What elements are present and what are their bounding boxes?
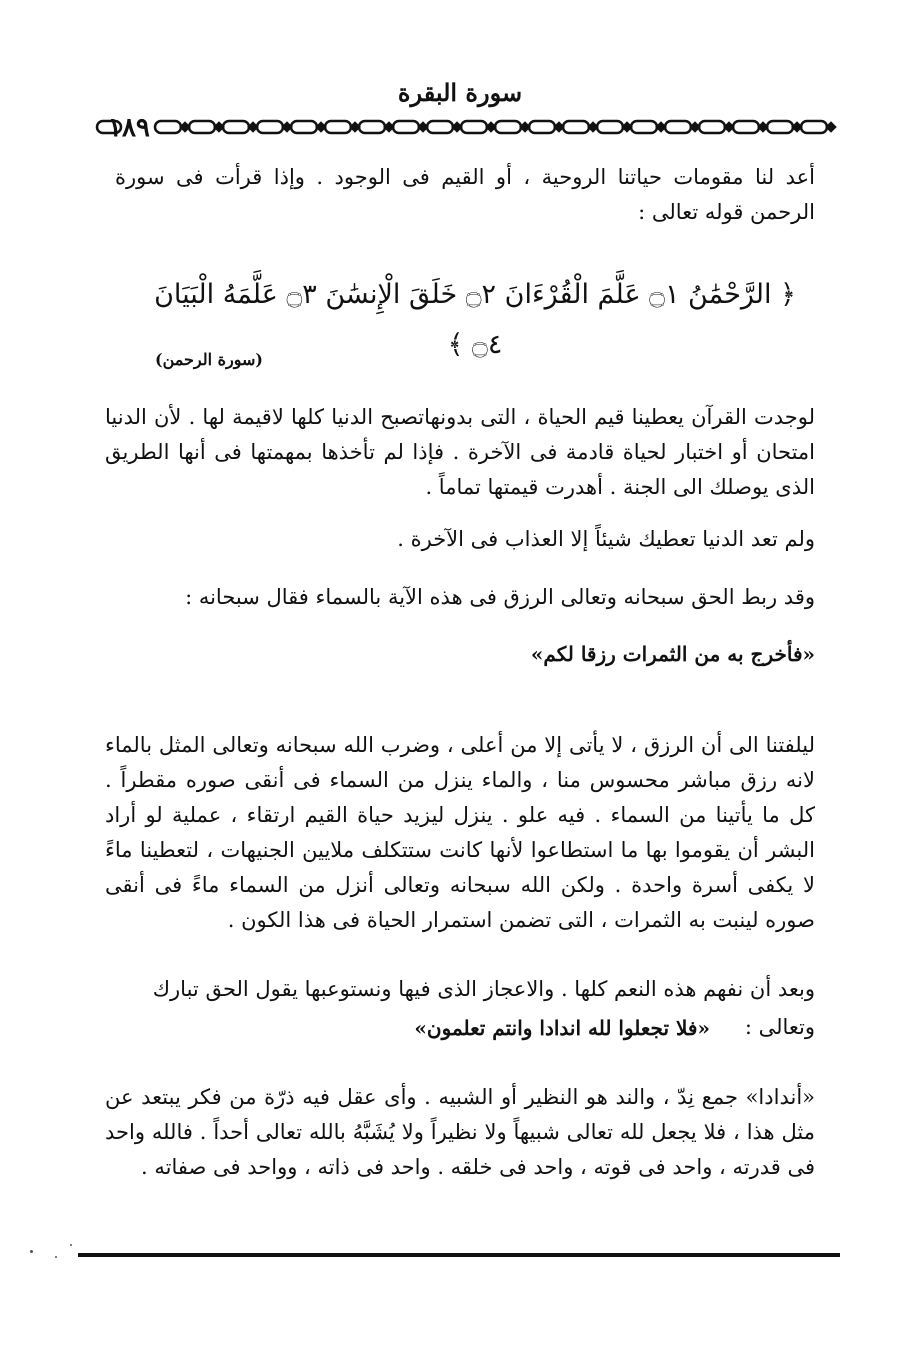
paragraph-blessings: وبعد أن نفهم هذه النعم كلها . والاعجاز الذى فيها ونستوعبها يقول الحق تبارك xyxy=(152,977,815,1001)
paragraph-sustenance: وقد ربط الحق سبحانه وتعالى الرزق فى هذه الآية بالسماء فقال سبحانه : xyxy=(185,585,815,609)
chain-link xyxy=(189,121,215,133)
chain-link xyxy=(563,121,589,133)
scan-speck xyxy=(70,1244,72,1246)
chain-link xyxy=(767,121,793,133)
chain-link xyxy=(155,121,181,133)
quran-verse: ﴿ الرَّحْمَٰنُ ۝١ عَلَّمَ الْقُرْءَانَ ۝٢ خَلَقَ الْإِنسَٰنَ ۝٣ عَلَّمَهُ الْبَيَانَ ۝٤ ﴾ xyxy=(154,279,796,360)
chain-link xyxy=(529,121,555,133)
chain-link xyxy=(631,121,657,133)
paragraph-intro: أعد لنا مقومات حياتنا الروحية ، أو القيم فى الوجود . وإذا قرأت فى سورة الرحمن قوله تعالى : xyxy=(115,165,815,224)
quote-andad: «فلا تجعلوا لله اندادا وانتم تعلمون» xyxy=(414,1016,710,1040)
surah-title: سورة البقرة xyxy=(397,78,523,107)
paragraph-water: ليلفتنا الى أن الرزق ، لا يأتى إلا من أعلى ، وضرب الله سبحانه وتعالى المثل بالماء لانه رزق مباشر محسوس منا ، والماء ينزل من السماء فى أنقى صوره مقطراً . كل ما يأتينا من السماء . فيه علو . ينزل ليزيد حياة القيم ارتقاء ، عملية لو أراد البشر أن يقوموا بها ما استطاعوا لأنها كانت ستتكلف ملايين الجنيهات ، لتعطينا ماءً لا يكفى أسرة واحدة . ولكن الله سبحانه وتعالى أنزل من السماء ماءً فى أنقى صوره لينبت به الثمرات ، التى تضمن استمرار الحياة فى هذا الكون . xyxy=(105,733,815,932)
chain-link xyxy=(325,121,351,133)
chain-link xyxy=(801,121,827,133)
chain-link xyxy=(427,121,453,133)
chain-link xyxy=(291,121,317,133)
decorative-chain-border xyxy=(95,112,837,142)
chain-link xyxy=(597,121,623,133)
verse-reference: (سورة الرحمن) xyxy=(155,350,263,369)
scan-speck xyxy=(55,1256,57,1258)
chain-link xyxy=(257,121,283,133)
bottom-rule xyxy=(78,1253,840,1257)
chain-link xyxy=(665,121,691,133)
paragraph-andad: «أندادا» جمع نِدّ ، والند هو النظير أو الشبيه . وأى عقل فيه ذرّة من فكر يبتعد عن مثل هذا ، فلا يجعل لله تعالى شبيهاً ولا نظيراً ولا يُشَبَّهُ بالله تعالى أحداً . فالله واحد فى قدرته ، واحد فى قوته ، واحد فى خلقه . واحد فى ذاته ، وواحد فى صفاته . xyxy=(105,1085,815,1179)
chain-link xyxy=(461,121,487,133)
page-number: ١٨٩ xyxy=(108,113,150,143)
paragraph-blessings-end: وتعالى : xyxy=(744,1015,815,1039)
chain-link xyxy=(359,121,385,133)
chain-diamond xyxy=(827,123,835,131)
paragraph-values: لوجدت القرآن يعطينا قيم الحياة ، التى بدونهاتصبح الدنيا كلها لاقيمة لها . لأن الدنيا امتحان أو اختبار لحياة قادمة فى الآخرة . فإذا لم تأخذها بمهمتها فى أنها الطريق الذى يوصلك الى الجنة . أهدرت قيمتها تماماً . xyxy=(105,405,816,499)
chain-link xyxy=(733,121,759,133)
chain-link xyxy=(699,121,725,133)
chain-link xyxy=(223,121,249,133)
paragraph-punishment: ولم تعد الدنيا تعطيك شيئاً إلا العذاب فى الآخرة . xyxy=(397,527,815,551)
quote-fruits: «فأخرج به من الثمرات رزقا لكم» xyxy=(530,642,815,666)
chain-link xyxy=(495,121,521,133)
chain-link xyxy=(393,121,419,133)
scan-speck xyxy=(30,1250,33,1253)
